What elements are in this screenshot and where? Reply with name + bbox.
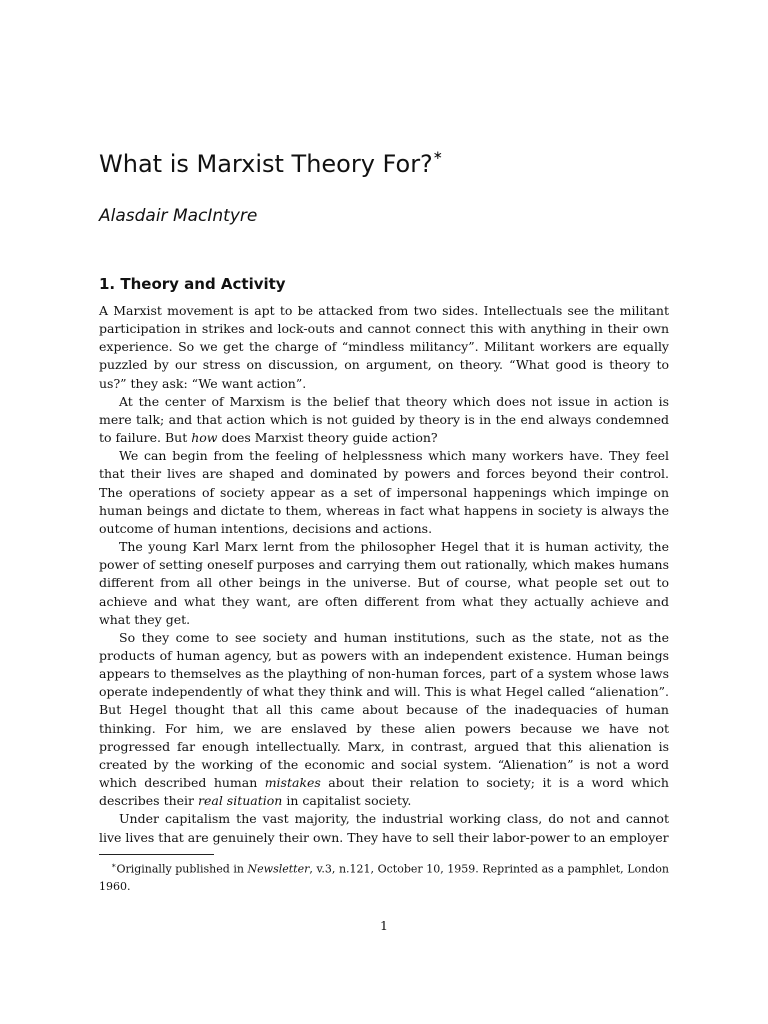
author-name: Alasdair MacIntyre <box>99 206 258 226</box>
emphasis-real-situation: real situation <box>198 793 283 809</box>
page-number: 1 <box>380 918 388 933</box>
footnote: ∗Originally published in Newsletter, v.3, n.121, October 10, 1959. Reprinted as a pamphlet, London 1960. <box>99 861 669 893</box>
emphasis-mistakes: mistakes <box>264 775 321 791</box>
footnote-divider <box>99 854 214 855</box>
section-heading: 1. Theory and Activity <box>99 275 286 293</box>
document-page <box>99 0 669 1024</box>
body-text <box>99 302 669 847</box>
footnote-mark: ∗ <box>111 861 117 870</box>
paragraph-4: The young Karl Marx lernt from the philosopher Hegel that it is human activity, the power of setting oneself purposes and carrying them out rationally, which makes humans different from all other beings in the universe. But of course, what people set out to achieve and what they want, are often different from what they actually achieve and what they get. <box>99 539 669 627</box>
paragraph-3: We can begin from the feeling of helplessness which many workers have. They feel that their lives are shaped and dominated by powers and forces beyond their control. The operations of society appear as a set of impersonal happenings which impinge on human beings and dictate to them, whereas in fact what happens in society is always the outcome of human intentions, decisions and actions. <box>99 448 669 536</box>
paragraph-1: A Marxist movement is apt to be attacked from two sides. Intellectuals see the militant participation in strikes and lock-outs and cannot connect this with anything in their own experience. So we get the charge of “mindless militancy”. Militant workers are equally puzzled by our stress on discussion, on argument, on theory. “What good is theory to us?” they ask: “We want action”. <box>99 303 669 391</box>
footnote-publication: Newsletter <box>247 862 310 876</box>
paragraph-5: So they come to see society and human institutions, such as the state, not as the products of human agency, but as powers with an independent existence. Human beings appears to themselves as the plaything of non-human forces, part of a system whose laws operate independently of what they think and will. This is what Hegel called “alienation”. But Hegel thought that all this came about because of the inadequacies of human thinking. For him, we are enslaved by these alien powers because we have not progressed far enough intellectually. Marx, in contrast, argued that this alienation is created by the working of the economic and social system. “Alienation” is not a word which described human mistakes about their relation to society; it is a word which describes their real situation in capitalist society. <box>99 629 669 809</box>
paragraph-6: Under capitalism the vast majority, the industrial working class, do not and cannot live lives that are genuinely their own. They have to sell their labor-power to an employer <box>99 811 669 845</box>
document-title <box>99 150 443 178</box>
paragraph-2: At the center of Marxism is the belief that theory which does not issue in action is mere talk; and that action which is not guided by theory is in the end always condemned to failure. But how does Marxist theory guide action? <box>99 393 669 446</box>
title-text: What is Marxist Theory For? <box>99 150 433 178</box>
emphasis-how: how <box>191 430 218 446</box>
title-footnote-mark: ∗ <box>432 148 443 162</box>
